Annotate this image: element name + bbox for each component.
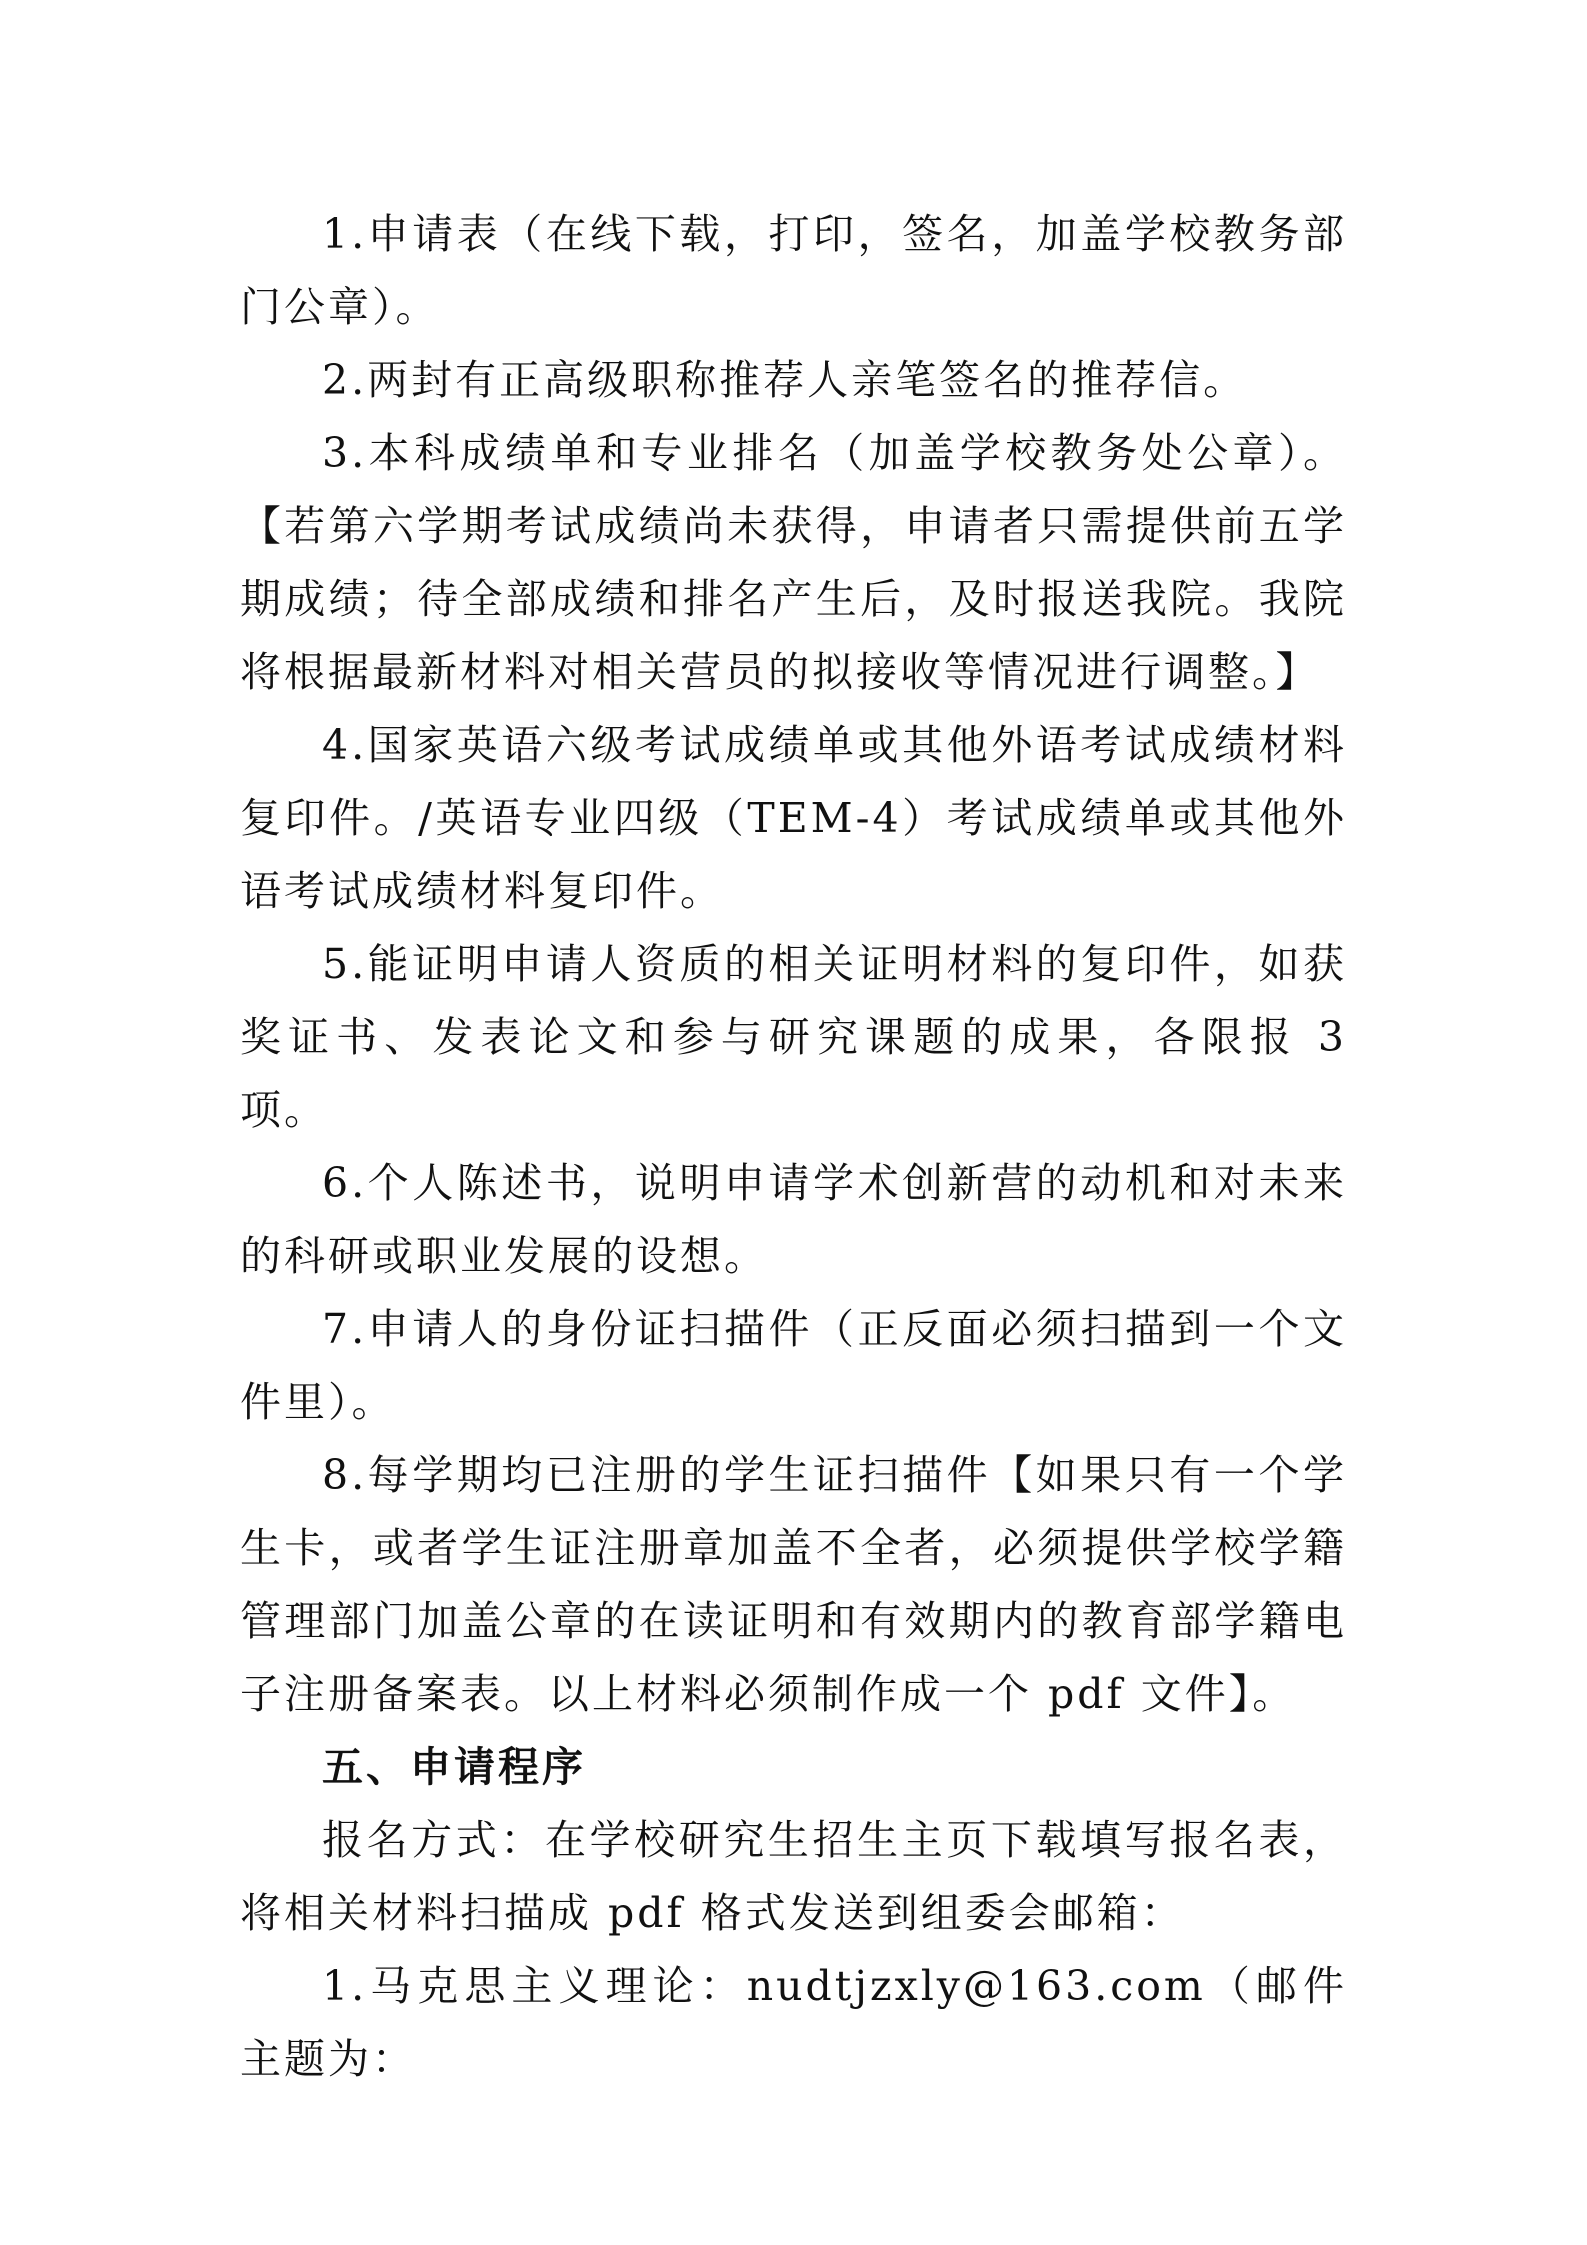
procedure-intro: 报名方式：在学校研究生招生主页下载填写报名表，将相关材料扫描成 pdf 格式发送到组委会邮箱： (240, 1816, 1347, 1937)
materials-item-5: 5.能证明申请人资质的相关证明材料的复印件，如获奖证书、发表论文和参与研究课题的成果，各限报 3 项。 (240, 940, 1347, 1134)
procedure-item-1: 1.马克思主义理论：nudtjzxly@163.com（邮件主题为： (240, 1962, 1347, 2083)
materials-item-8: 8.每学期均已注册的学生证扫描件【如果只有一个学生卡，或者学生证注册章加盖不全者，必须提供学校学籍管理部门加盖公章的在读证明和有效期内的教育部学籍电子注册备案表。以上材料必须制作成一个 pdf 文件】。 (240, 1451, 1347, 1718)
materials-item-1: 1.申请表（在线下载，打印，签名，加盖学校教务部门公章）。 (240, 210, 1347, 331)
materials-item-3: 3.本科成绩单和专业排名（加盖学校教务处公章）。【若第六学期考试成绩尚未获得，申请者只需提供前五学期成绩；待全部成绩和排名产生后，及时报送我院。我院将根据最新材料对相关营员的拟接收等情况进行调整。】 (240, 429, 1347, 696)
materials-item-7: 7.申请人的身份证扫描件（正反面必须扫描到一个文件里）。 (240, 1305, 1347, 1426)
materials-item-6: 6.个人陈述书，说明申请学术创新营的动机和对未来的科研或职业发展的设想。 (240, 1159, 1347, 1280)
materials-item-2: 2.两封有正高级职称推荐人亲笔签名的推荐信。 (322, 356, 1248, 404)
materials-item-4: 4.国家英语六级考试成绩单或其他外语考试成绩材料复印件。/英语专业四级（TEM-4）考试成绩单或其他外语考试成绩材料复印件。 (240, 721, 1347, 915)
section-heading: 五、申请程序 (322, 1743, 586, 1791)
